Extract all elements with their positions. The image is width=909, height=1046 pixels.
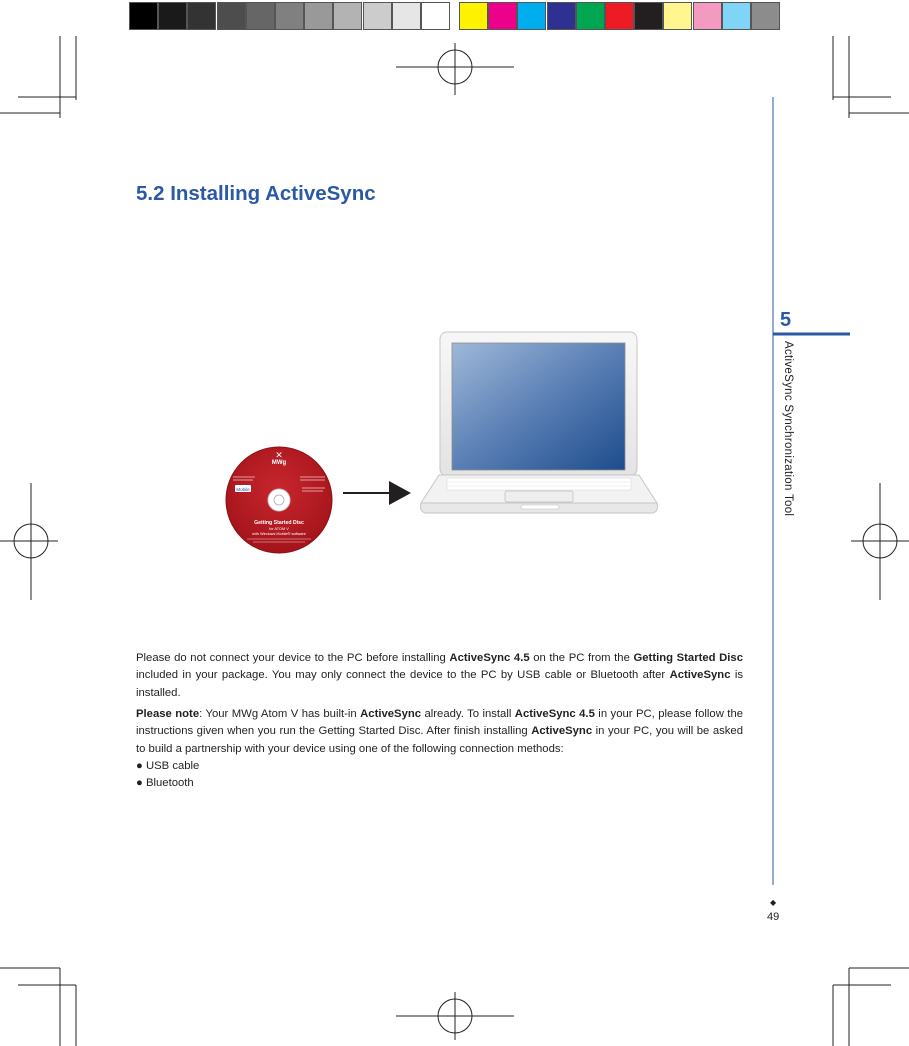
- bullet-usb-cable: ● USB cable: [136, 760, 200, 772]
- disc-line: with Windows Mobile® software: [252, 532, 306, 536]
- installation-illustration: [225, 325, 670, 555]
- section-title: 5.2 Installing ActiveSync: [136, 182, 376, 205]
- laptop-icon: [421, 332, 658, 513]
- registration-mark-top: [396, 43, 514, 95]
- disc-title: Getting Started Disc: [254, 520, 304, 526]
- right-arrow-icon: [343, 481, 411, 505]
- chapter-number: 5: [780, 309, 792, 331]
- bullet-bluetooth: ● Bluetooth: [136, 777, 194, 789]
- disc-brand: MWg: [271, 460, 287, 466]
- note-paragraph: Please note: Your MWg Atom V has built-in ActiveSync already. To install ActiveSync 4.5 in your PC, please follow the instructions given when you run the Getting Started Disc. After finish installing ActiveSync in your PC, you will be asked to build a partnership with your device using one of the following connection methods:: [136, 708, 744, 755]
- chapter-title: ActiveSync Synchronization Tool: [782, 341, 794, 517]
- svg-text:✕: ✕: [275, 450, 283, 460]
- getting-started-disc: [226, 447, 332, 553]
- page-number: 49: [767, 911, 780, 923]
- registration-mark-bottom: [396, 992, 514, 1040]
- intro-paragraph: Please do not connect your device to the PC before installing ActiveSync 4.5 on the PC from the Getting Started Disc included in your package. You may only connect the device to the PC by USB cable or Bluetooth after ActiveSync is installed.: [136, 652, 743, 699]
- windows-mobile-badge: Mobile: [236, 487, 250, 492]
- registration-mark-left: [0, 483, 58, 600]
- registration-mark-right: [851, 483, 909, 600]
- disc-subtitle: for ATOM V: [269, 527, 289, 531]
- diamond-icon: ◆: [770, 898, 777, 907]
